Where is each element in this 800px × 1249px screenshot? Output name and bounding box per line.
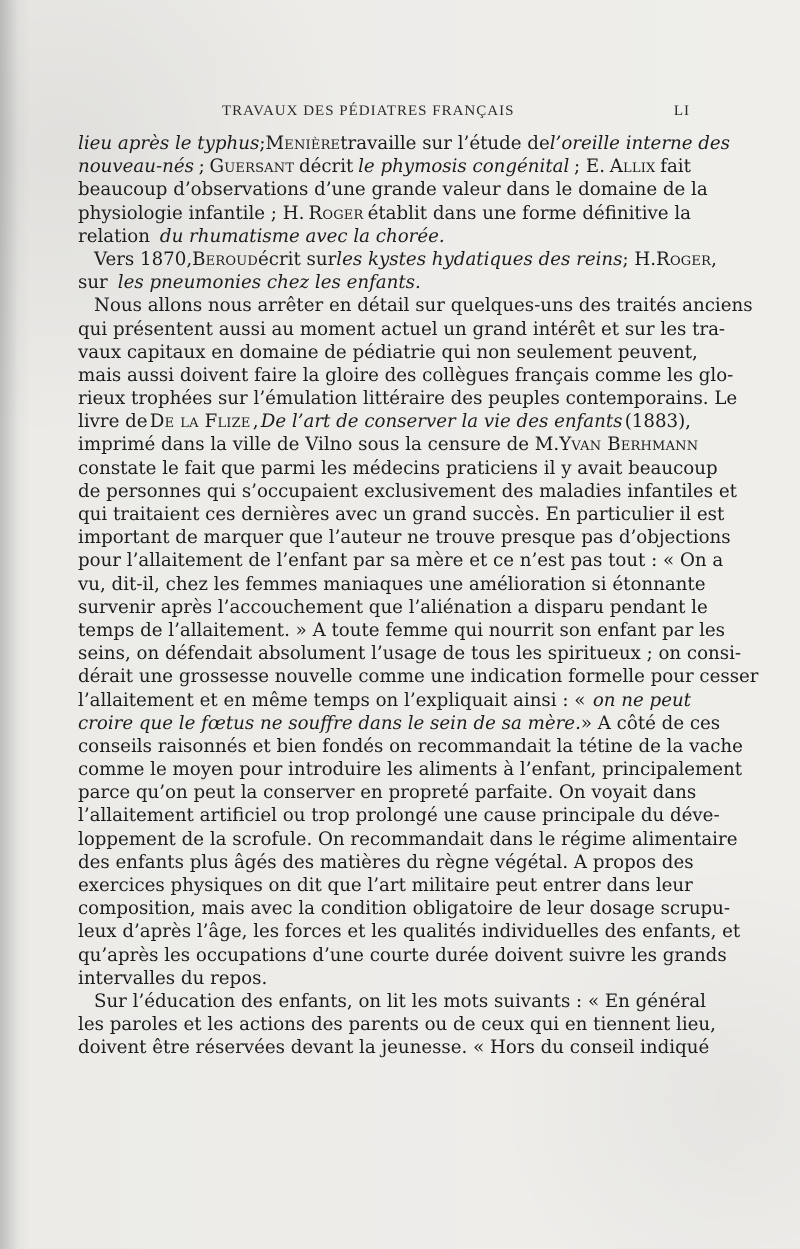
- text-segment: on ne peut: [592, 689, 691, 711]
- text-segment: exercices physiques on dit que l’art militaire peut entrer dans leur: [78, 875, 693, 896]
- text-line: [78, 410, 691, 433]
- running-header: [204, 103, 690, 127]
- text-segment: vaux capitaux en domaine de pédiatrie qui non seulement peuvent,: [78, 341, 698, 363]
- text-line: [78, 294, 753, 317]
- text-line: [78, 619, 725, 642]
- text-segment: écrit sur: [258, 248, 337, 270]
- text-segment: (1883),: [624, 411, 691, 433]
- text-line: [78, 364, 734, 387]
- text-line: [78, 712, 721, 735]
- text-line: [78, 549, 724, 572]
- text-segment: Vers 1870,: [94, 248, 193, 270]
- text-line: [78, 897, 731, 920]
- text-segment: parce qu’on peut la conserver en propreté parfaite. On voyait dans: [78, 782, 697, 804]
- text-segment: nouveau-nés: [78, 156, 194, 178]
- text-segment: Yvan Berhmann: [559, 434, 699, 456]
- text-line: [78, 433, 699, 456]
- body-text: [78, 132, 759, 1060]
- text-segment: leux d’après l’âge, les forces et les qualités individuelles des enfants, et: [78, 921, 741, 943]
- text-segment: constate le fait que parmi les médecins praticiens il y avait beaucoup: [78, 457, 718, 479]
- text-segment: les kystes hydatiques des reins: [336, 248, 623, 270]
- text-segment: beaucoup d’observations d’une grande valeur dans le domaine de la: [78, 179, 708, 201]
- text-line: [78, 457, 718, 480]
- text-line: [78, 642, 742, 665]
- text-segment: relation: [78, 225, 150, 247]
- text-line: [78, 990, 706, 1013]
- text-segment: ; E.: [574, 156, 605, 178]
- text-segment: physiologie infantile ; H.: [78, 202, 305, 224]
- text-segment: composition, mais avec la condition obligatoire de leur dosage scrupu-: [78, 898, 731, 920]
- text-segment: temps de l’allaitement. » A toute femme qui nourrit son enfant par les: [78, 619, 725, 641]
- text-segment: survenir après l’accouchement que l’aliénation a disparu pendant le: [78, 596, 708, 618]
- text-line: [78, 689, 691, 712]
- text-segment: livre de: [78, 411, 148, 433]
- text-segment: qui traitaient ces dernières avec un grand succès. En particulier il est: [78, 504, 725, 525]
- text-segment: comme le moyen pour introduire les aliments à l’enfant, principalement: [78, 759, 743, 781]
- text-line: [78, 503, 725, 526]
- text-line: [78, 387, 738, 410]
- text-line: [78, 480, 737, 503]
- text-segment: seins, on défendait absolument l’usage de tous les spiritueux ; on consi-: [78, 643, 742, 665]
- text-segment: ;: [198, 156, 205, 178]
- text-segment: Guersant: [209, 156, 295, 178]
- text-segment: Roger: [656, 248, 712, 270]
- text-line: [78, 573, 706, 596]
- text-segment: les paroles et les actions des parents ou de ceux qui en tiennent lieu,: [78, 1014, 716, 1036]
- text-segment: Menière: [265, 133, 341, 154]
- text-line: [78, 944, 727, 967]
- text-segment: sur: [78, 272, 108, 294]
- text-line: [78, 851, 694, 874]
- text-segment: Nous allons nous arrêter en détail sur quelques-uns des traités anciens: [94, 295, 753, 317]
- text-line: [78, 225, 691, 248]
- text-line: [78, 248, 717, 271]
- text-segment: doivent être réservées devant la jeunesse. « Hors du conseil indiqué: [78, 1037, 710, 1059]
- text-segment: vu, dit-il, chez les femmes maniaques une amélioration si étonnante: [78, 573, 706, 595]
- text-segment: ,: [252, 411, 259, 433]
- page-edge-shadow: [0, 0, 18, 1249]
- text-segment: loppement de la scrofule. On recommandait dans le régime alimentaire: [78, 828, 738, 850]
- text-line: [78, 178, 708, 201]
- text-segment: croire que le fœtus ne souffre dans le sein de sa mère.: [78, 712, 581, 734]
- text-line: [78, 781, 697, 804]
- text-segment: » A côté de ces: [580, 712, 721, 734]
- text-line: [78, 132, 731, 155]
- text-segment: De l’art de conserver la vie des enfants: [260, 411, 623, 433]
- text-segment: Beroud: [192, 248, 258, 270]
- text-line: [78, 828, 738, 851]
- text-line: [78, 596, 708, 619]
- text-segment: imprimé dans la ville de Vilno sous la censure de M.: [78, 434, 560, 456]
- text-line: [78, 665, 759, 688]
- text-segment: ,: [711, 248, 717, 270]
- text-line: [78, 318, 726, 341]
- text-line: [78, 1013, 716, 1036]
- text-segment: intervalles du repos.: [78, 967, 268, 989]
- text-segment: de personnes qui s’occupaient exclusivement des maladies infantiles et: [78, 480, 737, 502]
- text-segment: conseils raisonnés et bien fondés on recommandait la tétine de la vache: [78, 735, 743, 757]
- text-line: [78, 804, 720, 827]
- text-segment: De la Flize: [149, 411, 251, 433]
- text-line: [78, 202, 691, 225]
- text-segment: l’oreille interne des: [549, 133, 731, 154]
- text-segment: des enfants plus âgés des matières du règne végétal. A propos des: [78, 851, 694, 873]
- text-segment: Roger: [308, 202, 364, 224]
- text-line: [78, 155, 691, 178]
- text-segment: pour l’allaitement de l’enfant par sa mère et ce n’est pas tout : « On a: [78, 550, 724, 572]
- text-segment: l’allaitement et en même temps on l’expliquait ainsi : «: [78, 689, 586, 711]
- page-number: LI: [673, 103, 690, 119]
- text-segment: Allix: [609, 156, 656, 178]
- text-line: [78, 1036, 710, 1059]
- text-segment: qui présentent aussi au moment actuel un grand intérêt et sur les tra-: [78, 318, 726, 340]
- text-segment: le phymosis congénital: [358, 156, 570, 178]
- text-segment: les pneumonies chez les enfants.: [117, 272, 421, 294]
- text-segment: Sur l’éducation des enfants, on lit les mots suivants : « En général: [94, 990, 706, 1012]
- running-title: TRAVAUX DES PÉDIATRES FRANÇAIS: [222, 103, 515, 119]
- text-segment: ; H.: [622, 248, 657, 270]
- text-segment: du rhumatisme avec la chorée.: [159, 225, 445, 247]
- text-segment: qu’après les occupations d’une courte durée doivent suivre les grands: [78, 944, 727, 966]
- text-segment: ;: [259, 133, 266, 154]
- text-segment: mais aussi doivent faire la gloire des collègues français comme les glo-: [78, 364, 734, 386]
- text-segment: établit dans une forme définitive la: [367, 202, 691, 224]
- text-line: [78, 967, 691, 990]
- text-line: [78, 874, 691, 897]
- text-line: [78, 758, 743, 781]
- text-segment: rieux trophées sur l’émulation littéraire des peuples contemporains. Le: [78, 388, 738, 410]
- text-segment: lieu après le typhus: [78, 133, 260, 154]
- text-line: [78, 341, 698, 364]
- text-line: [78, 271, 691, 294]
- text-segment: dérait une grossesse nouvelle comme une indication formelle pour cesser: [78, 666, 759, 688]
- text-line: [78, 526, 731, 549]
- text-segment: travaille sur l’étude de: [340, 133, 550, 154]
- text-line: [78, 735, 743, 758]
- text-segment: fait: [660, 156, 691, 178]
- text-segment: important de marquer que l’auteur ne trouve presque pas d’objections: [78, 527, 731, 549]
- text-line: [78, 920, 741, 943]
- text-segment: décrit: [298, 156, 354, 178]
- text-segment: l’allaitement artificiel ou trop prolongé une cause principale du déve-: [78, 805, 720, 827]
